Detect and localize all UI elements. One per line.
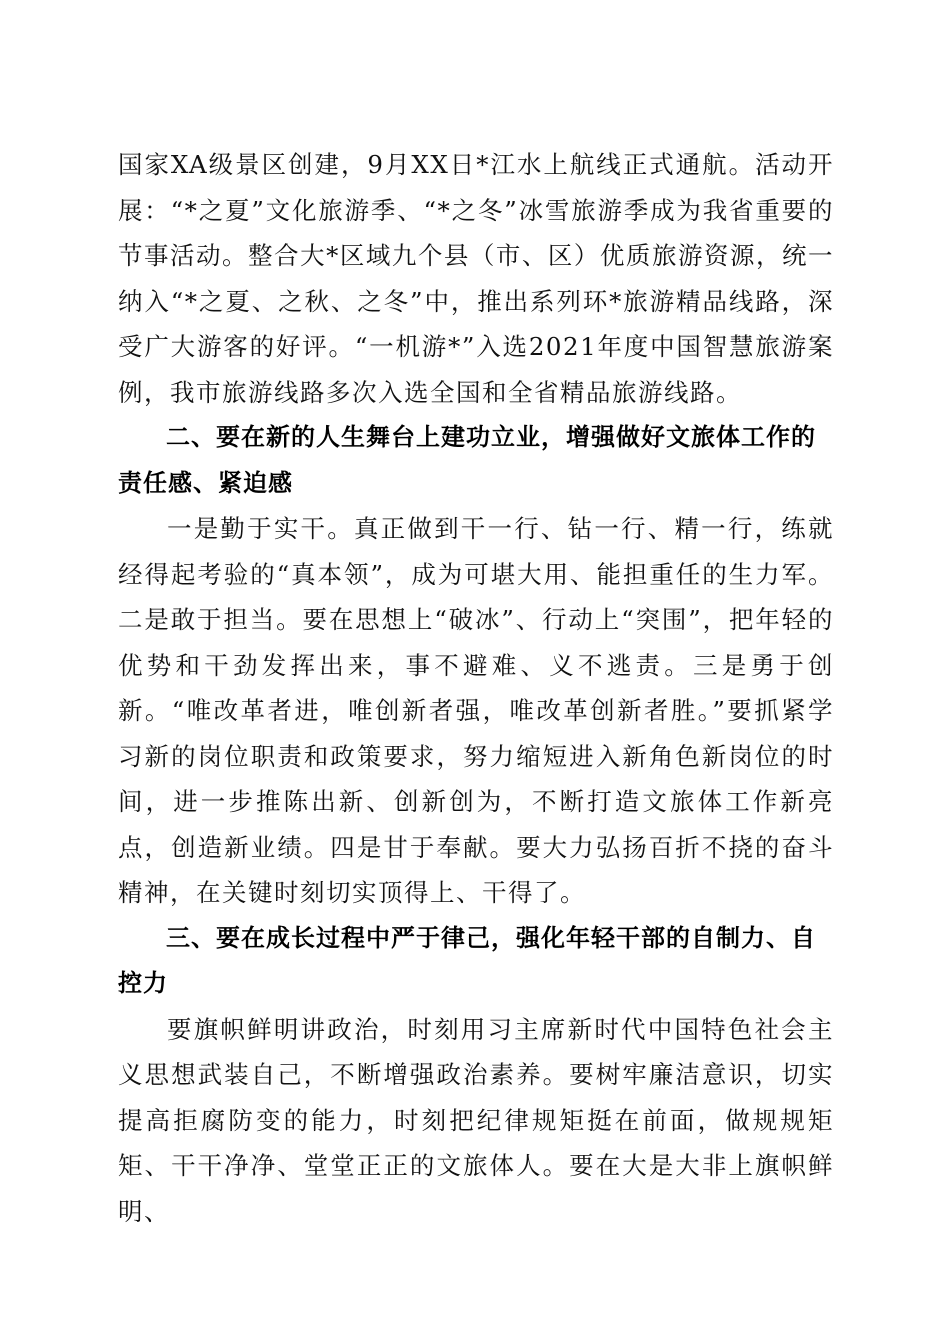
section-heading-2: 二、要在新的人生舞台上建功立业，增强做好文旅体工作的责任感、紧迫感 xyxy=(118,423,816,497)
document-body xyxy=(118,142,834,1234)
body-paragraph-2: 一是勤于实干。真正做到干一行、钻一行、精一行，练就经得起考验的“真本领”，成为可堪大用、能担重任的生力军。二是敢于担当。要在思想上“破冰”、行动上“突围”，把年轻的优势和干劲发挥出来，事不避难、义不逃责。三是勇于创新。“唯改革者进，唯创新者强，唯改革创新者胜。”要抓紧学习新的岗位职责和政策要求，努力缩短进入新角色新岗位的时间，进一步推陈出新、创新创为，不断打造文旅体工作新亮点，创造新业绩。四是甘于奉献。要大力弘扬百折不挠的奋斗精神，在关键时刻切实顶得上、干得了。 xyxy=(118,514,834,907)
body-paragraph-1: 国家XA级景区创建，9月XX日*江水上航线正式通航。活动开展：“*之夏”文化旅游季、“*之冬”冰雪旅游季成为我省重要的节事活动。整合大*区域九个县（市、区）优质旅游资源，统一纳入“*之夏、之秋、之冬”中，推出系列环*旅游精品线路，深受广大游客的好评。“一机游*”入选2021年度中国智慧旅游案例，我市旅游线路多次入选全国和全省精品旅游线路。 xyxy=(118,150,834,407)
body-paragraph-3: 要旗帜鲜明讲政治，时刻用习主席新时代中国特色社会主义思想武装自己，不断增强政治素养。要树牢廉洁意识，切实提高拒腐防变的能力，时刻把纪律规矩挺在前面，做规规矩矩、干干净净、堂堂正正的文旅体人。要在大是大非上旗帜鲜明、 xyxy=(118,1014,834,1226)
section-heading-3: 三、要在成长过程中严于律己，强化年轻干部的自制力、自控力 xyxy=(118,923,816,997)
